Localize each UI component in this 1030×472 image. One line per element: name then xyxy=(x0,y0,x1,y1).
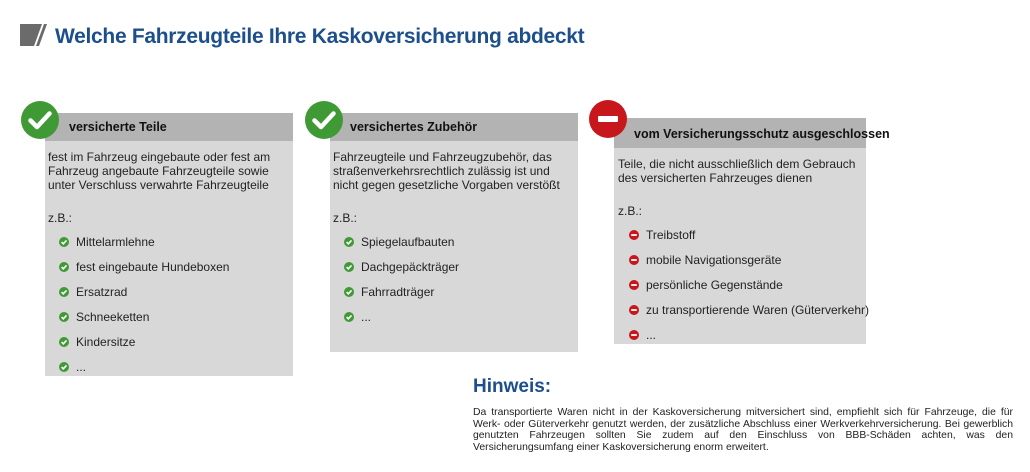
check-bullet-icon xyxy=(59,287,69,297)
list-item: mobile Navigationsgeräte xyxy=(629,253,781,267)
list-item: Spiegelaufbauten xyxy=(344,235,454,249)
list-item: Kindersitze xyxy=(59,335,135,349)
minus-bullet-icon xyxy=(629,255,639,265)
minus-icon xyxy=(589,100,627,138)
check-bullet-icon xyxy=(344,287,354,297)
example-label: z.B.: xyxy=(618,204,643,218)
check-bullet-icon xyxy=(59,312,69,322)
note-text: Da transportierte Waren nicht in der Kaskoversicherung mitversichert sind, empfiehlt sich für Fahrzeuge, die für Werk- oder Güterverkehr genutzt werden, der zusätzliche Abschluss einer Werkverkehrversicherung. Bei gewerblich genutzten Fahrzeugen sollten Sie zudem auf den Einschluss von BBB-Schäden achten, was den Versicherungsumfang einer Kaskoversicherung enorm erweitert. xyxy=(473,407,1013,453)
list-item: zu transportierende Waren (Güterverkehr) xyxy=(629,303,869,317)
minus-bullet-icon xyxy=(629,330,639,340)
check-icon xyxy=(305,101,343,139)
check-bullet-icon xyxy=(59,337,69,347)
list-item: ... xyxy=(59,360,86,374)
note-title: Hinweis: xyxy=(473,376,552,397)
card-insured-parts xyxy=(45,113,293,376)
minus-bullet-icon xyxy=(629,305,639,315)
list-item: Treibstoff xyxy=(629,228,695,242)
minus-bullet-icon xyxy=(629,230,639,240)
check-bullet-icon xyxy=(59,262,69,272)
check-bullet-icon xyxy=(59,237,69,247)
check-bullet-icon xyxy=(59,362,69,372)
list-item: ... xyxy=(344,310,371,324)
card-insured-accessories xyxy=(330,113,578,352)
card-body xyxy=(45,141,293,376)
card-header xyxy=(614,118,890,148)
check-icon xyxy=(21,101,59,139)
list-item: fest eingebaute Hundeboxen xyxy=(59,260,229,274)
list-item: Mittelarmlehne xyxy=(59,235,155,249)
list-item: Schneeketten xyxy=(59,310,149,324)
example-label: z.B.: xyxy=(48,211,73,225)
list-item: Dachgepäckträger xyxy=(344,260,459,274)
list-item: ... xyxy=(629,328,656,342)
card-description: fest im Fahrzeug eingebaute oder fest am Fahrzeug angebaute Fahrzeugteile sowie unter Verschluss verwahrte Fahrzeugteile xyxy=(48,150,271,192)
card-header xyxy=(330,113,578,141)
example-label: z.B.: xyxy=(333,211,358,225)
list-item: Ersatzrad xyxy=(59,285,127,299)
card-header xyxy=(45,113,293,141)
card-body xyxy=(330,141,578,352)
card-title: versichertes Zubehör xyxy=(350,120,478,134)
card-excluded xyxy=(614,118,890,344)
card-title: vom Versicherungsschutz ausgeschlossen xyxy=(634,127,890,141)
page-title: Welche Fahrzeugteile Ihre Kaskoversicherung abdeckt xyxy=(55,25,585,48)
check-bullet-icon xyxy=(344,262,354,272)
title-marker-icon xyxy=(20,24,48,46)
card-title: versicherte Teile xyxy=(69,120,167,134)
list-item: persönliche Gegenstände xyxy=(629,278,783,292)
check-bullet-icon xyxy=(344,237,354,247)
check-bullet-icon xyxy=(344,312,354,322)
card-description: Teile, die nicht ausschließlich dem Gebrauch des versicherten Fahrzeuges dienen xyxy=(618,157,856,185)
list-item: Fahrradträger xyxy=(344,285,434,299)
minus-bullet-icon xyxy=(629,280,639,290)
card-body xyxy=(614,148,869,344)
card-description: Fahrzeugteile und Fahrzeugzubehör, das straßenverkehrsrechtlich zulässig ist und nicht gegen gesetzliche Vorgaben verstößt xyxy=(333,150,560,192)
